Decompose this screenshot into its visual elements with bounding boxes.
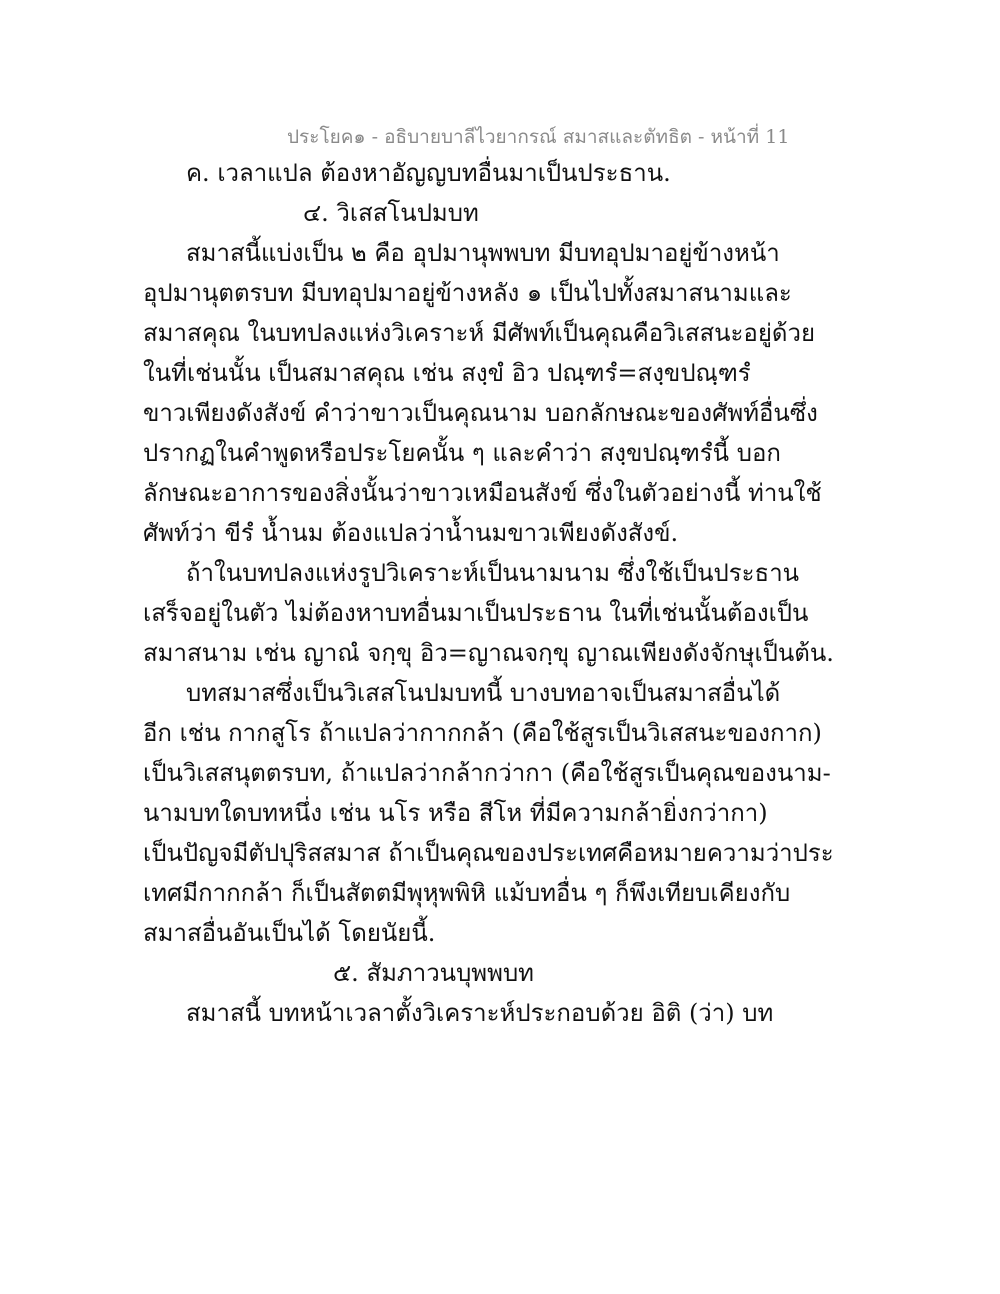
paragraph-line: ปรากฏในคำพูดหรือประโยคนั้น ๆ และคำว่า สงฺขปณฺฑรํนี้ บอก: [143, 439, 781, 467]
section-heading: ๔. วิเสสโนปมบท: [303, 199, 479, 227]
paragraph-line: บทสมาสซึ่งเป็นวิเสสโนปมบทนี้ บางบทอาจเป็นสมาสอื่นได้: [186, 679, 781, 707]
paragraph-line: สมาสอื่นอันเป็นได้ โดยนัยนี้.: [143, 919, 436, 947]
paragraph-line: นามบทใดบทหนึ่ง เช่น นโร หรือ สีโห ที่มีความกล้ายิ่งกว่ากา): [143, 799, 768, 827]
section-heading: ๕. สัมภาวนบุพพบท: [333, 959, 534, 987]
paragraph-line: ถ้าในบทปลงแห่งรูปวิเคราะห์เป็นนามนาม ซึ่งใช้เป็นประธาน: [186, 559, 800, 587]
paragraph-line: สมาสคุณ ในบทปลงแห่งวิเคราะห์ มีศัพท์เป็นคุณคือวิเสสนะอยู่ด้วย: [143, 319, 816, 347]
paragraph-line: สมาสนาม เช่น ญาณํ จกฺขุ อิว=ญาณจกฺขุ ญาณเพียงดังจักษุเป็นต้น.: [143, 639, 834, 667]
paragraph-line: เทศมีกากกล้า ก็เป็นสัตตมีพุหุพพิหิ แม้บทอื่น ๆ ก็พึงเทียบเคียงกับ: [143, 879, 791, 907]
paragraph-line: สมาสนี้ บทหน้าเวลาตั้งวิเคราะห์ประกอบด้วย อิติ (ว่า) บท: [186, 999, 774, 1027]
paragraph-line: เป็นวิเสสนุตตรบท, ถ้าแปลว่ากล้ากว่ากา (คือใช้สูรเป็นคุณของนาม-: [143, 759, 831, 787]
paragraph-line: ขาวเพียงดังสังข์ คำว่าขาวเป็นคุณนาม บอกลักษณะของศัพท์อื่นซึ่ง: [143, 399, 818, 427]
running-header: ประโยค๑ - อธิบายบาลีไวยากรณ์ สมาสและตัทธิต - หน้าที่ 11: [287, 126, 790, 148]
paragraph-line: เป็นปัญจมีตัปปุริสสมาส ถ้าเป็นคุณของประเทศคือหมายความว่าประ: [143, 839, 834, 867]
paragraph-line: ในที่เช่นนั้น เป็นสมาสคุณ เช่น สงฺขํ อิว ปณฺฑรํ=สงฺขปณฺฑรํ: [143, 359, 751, 387]
paragraph-line: อุปมานุตตรบท มีบทอุปมาอยู่ข้างหลัง ๑ เป็นไปทั้งสมาสนามและ: [143, 279, 792, 307]
paragraph-line: อีก เช่น กากสูโร ถ้าแปลว่ากากกล้า (คือใช้สูรเป็นวิเสสนะของกาก): [143, 719, 822, 747]
paragraph-line: ลักษณะอาการของสิ่งนั้นว่าขาวเหมือนสังข์ ซึ่งในตัวอย่างนี้ ท่านใช้: [143, 479, 822, 507]
paragraph-line: เสร็จอยู่ในตัว ไม่ต้องหาบทอื่นมาเป็นประธาน ในที่เช่นนั้นต้องเป็น: [143, 599, 809, 627]
paragraph-line: สมาสนี้แบ่งเป็น ๒ คือ อุปมานุพพบท มีบทอุปมาอยู่ข้างหน้า: [186, 239, 780, 267]
text-line: ค. เวลาแปล ต้องหาอัญญบทอื่นมาเป็นประธาน.: [186, 159, 671, 187]
paragraph-line: ศัพท์ว่า ขีรํ น้ำนม ต้องแปลว่าน้ำนมขาวเพียงดังสังข์.: [143, 519, 679, 547]
